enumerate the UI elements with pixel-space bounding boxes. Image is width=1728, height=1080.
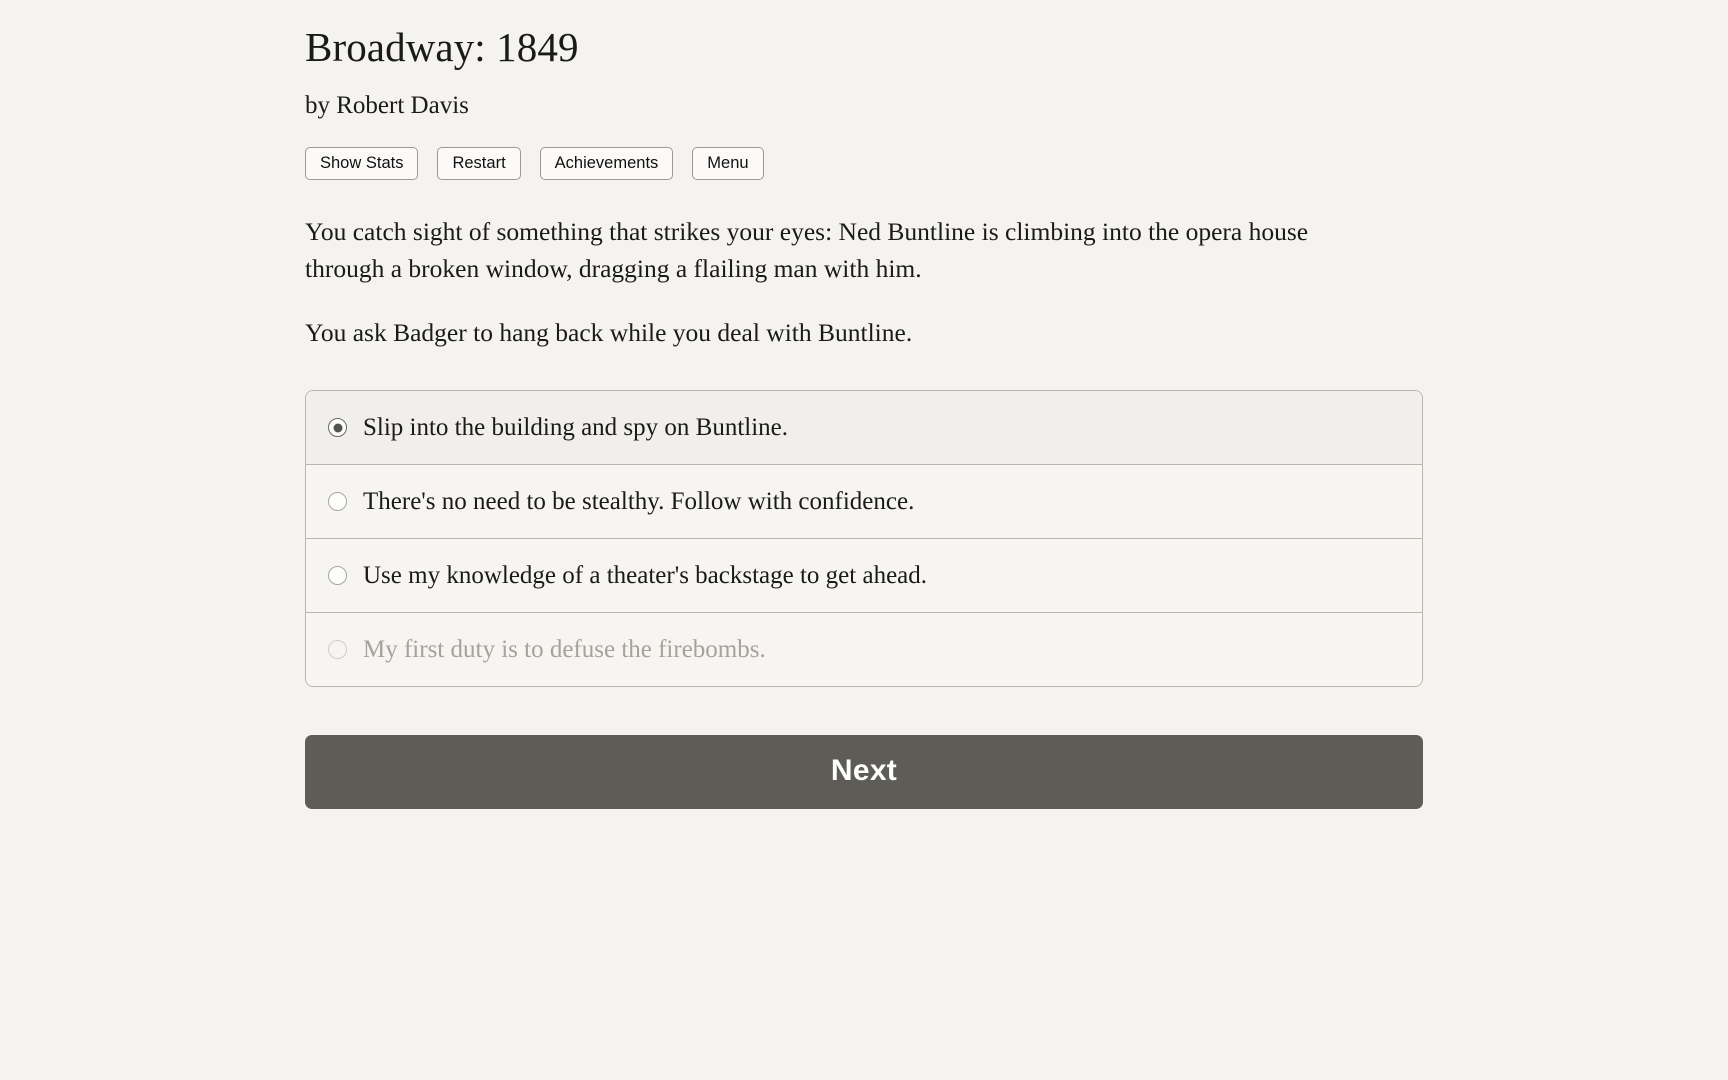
content-container [305, 22, 1425, 809]
choice-option[interactable] [306, 391, 1422, 465]
radio-icon[interactable] [328, 418, 347, 437]
choice-list [305, 390, 1423, 687]
show-stats-button[interactable]: Show Stats [305, 147, 418, 180]
choice-label: There's no need to be stealthy. Follow with confidence. [363, 488, 915, 516]
menu-button[interactable]: Menu [692, 147, 763, 180]
restart-button[interactable]: Restart [437, 147, 520, 180]
choice-option[interactable] [306, 539, 1422, 613]
radio-icon[interactable] [328, 566, 347, 585]
radio-icon[interactable] [328, 492, 347, 511]
page-title: Broadway: 1849 [305, 24, 579, 70]
radio-icon [328, 640, 347, 659]
choice-option-disabled [306, 613, 1422, 686]
story-paragraph: You catch sight of something that strikes your eyes: Ned Buntline is climbing into the opera house through a broken window, dragging a flailing man with him. [305, 217, 1309, 284]
choice-label: Use my knowledge of a theater's backstage to get ahead. [363, 562, 928, 590]
toolbar [305, 147, 1425, 180]
choice-label: My first duty is to defuse the firebombs. [363, 636, 766, 664]
next-button[interactable]: Next [305, 735, 1423, 809]
choice-label: Slip into the building and spy on Buntline. [363, 414, 788, 442]
story-paragraph: You ask Badger to hang back while you deal with Buntline. [305, 318, 913, 348]
author-byline: by Robert Davis [305, 92, 469, 120]
achievements-button[interactable]: Achievements [540, 147, 674, 180]
choice-option[interactable] [306, 465, 1422, 539]
